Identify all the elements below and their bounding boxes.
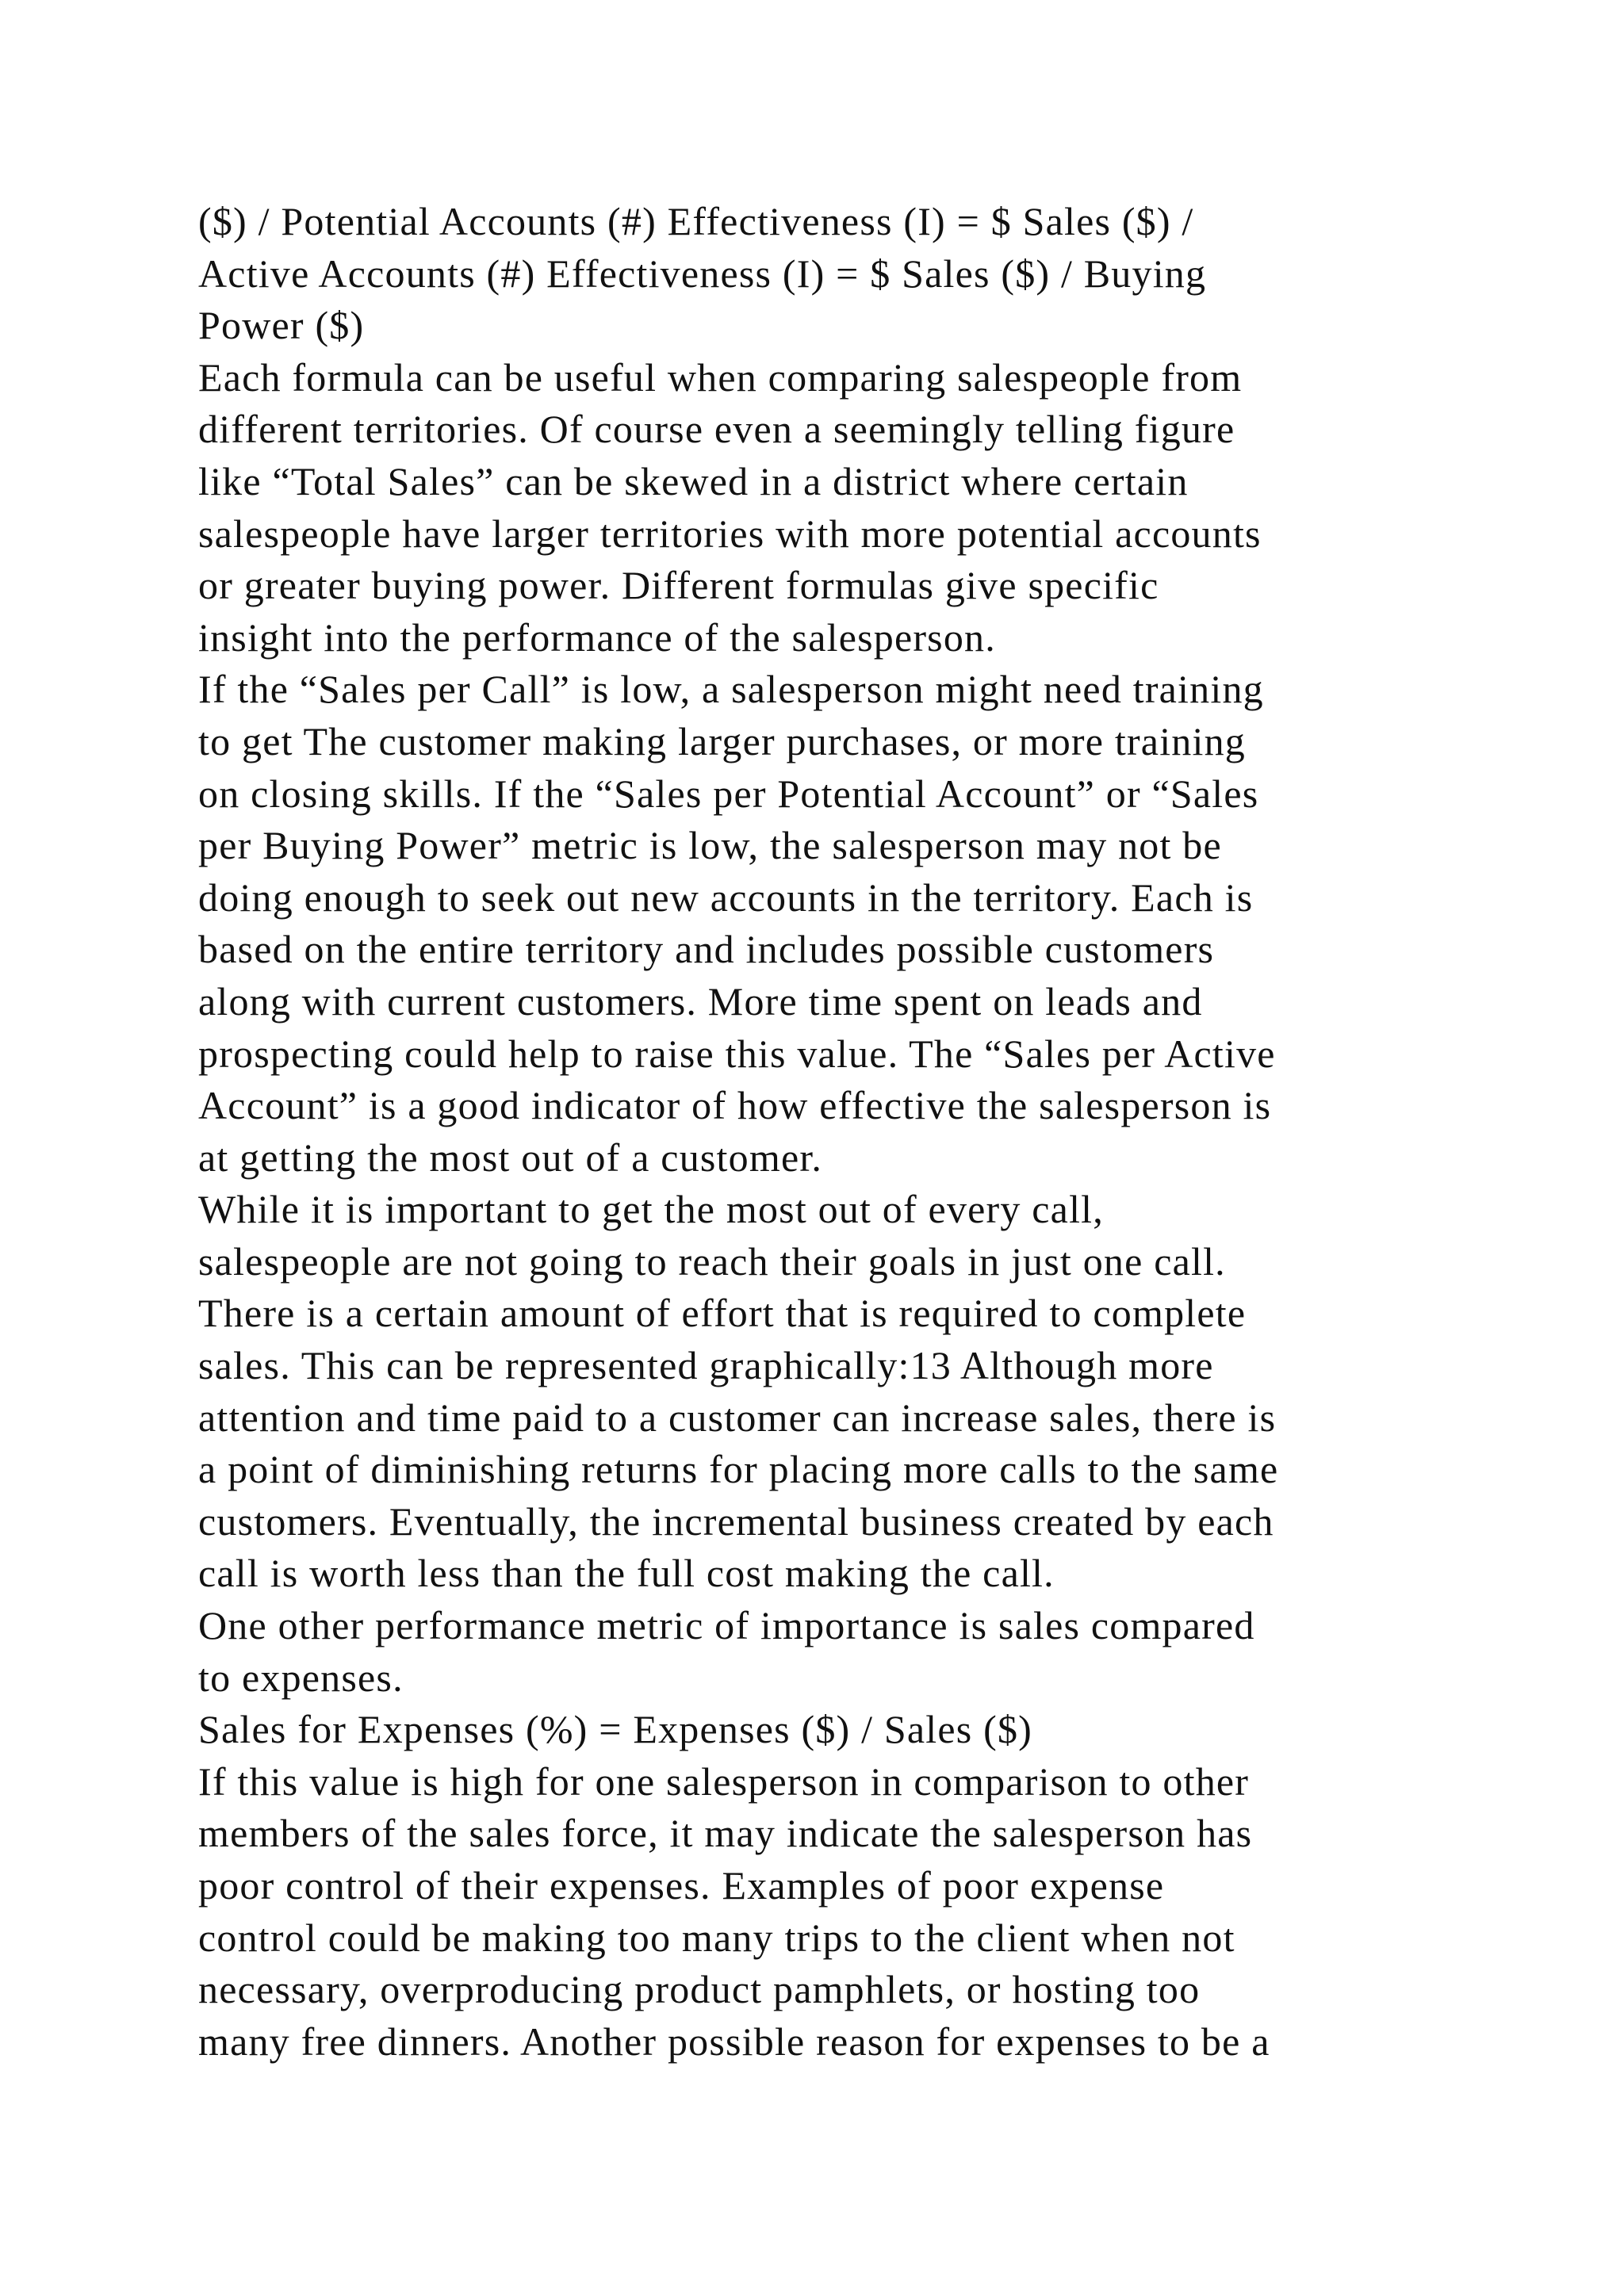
text-line: at getting the most out of a customer.: [198, 1135, 823, 1180]
text-line: Sales for Expenses (%) = Expenses ($) / Sales ($): [198, 1707, 1033, 1752]
text-line: poor control of their expenses. Examples of poor expense: [198, 1863, 1165, 1908]
text-line: While it is important to get the most out of every call,: [198, 1187, 1104, 1232]
body-text: [198, 196, 1530, 2068]
text-line: per Buying Power” metric is low, the salesperson may not be: [198, 823, 1222, 868]
text-line: control could be making too many trips to the client when not: [198, 1915, 1235, 1960]
text-line: like “Total Sales” can be skewed in a district where certain: [198, 458, 1189, 503]
text-line: necessary, overproducing product pamphlets, or hosting too: [198, 1967, 1201, 2012]
text-line: ($) / Potential Accounts (#) Effectiveness (I) = $ Sales ($) /: [198, 199, 1194, 243]
text-line: One other performance metric of importance is sales compared: [198, 1603, 1255, 1648]
text-line: to expenses.: [198, 1655, 404, 1700]
text-line: attention and time paid to a customer can increase sales, there is: [198, 1395, 1277, 1440]
text-line: many free dinners. Another possible reason for expenses to be a: [198, 2019, 1270, 2064]
text-line: based on the entire territory and includes possible customers: [198, 927, 1215, 972]
text-line: salespeople are not going to reach their goals in just one call.: [198, 1238, 1226, 1284]
text-line: sales. This can be represented graphically:13 Although more: [198, 1343, 1214, 1388]
text-line: Active Accounts (#) Effectiveness (I) = $ Sales ($) / Buying: [198, 251, 1207, 296]
text-line: call is worth less than the full cost making the call.: [198, 1551, 1055, 1596]
text-line: salespeople have larger territories with more potential accounts: [198, 511, 1262, 556]
text-line: Power ($): [198, 303, 365, 348]
text-line: to get The customer making larger purchases, or more training: [198, 718, 1246, 763]
text-line: Each formula can be useful when comparing salespeople from: [198, 354, 1243, 400]
text-line: on closing skills. If the “Sales per Potential Account” or “Sales: [198, 771, 1259, 816]
text-line: There is a certain amount of effort that is required to complete: [198, 1291, 1247, 1336]
text-line: doing enough to seek out new accounts in the territory. Each is: [198, 874, 1254, 920]
text-line: members of the sales force, it may indicate the salesperson has: [198, 1811, 1253, 1856]
text-line: customers. Eventually, the incremental business created by each: [198, 1498, 1274, 1544]
text-line: insight into the performance of the salesperson.: [198, 614, 996, 660]
text-line: along with current customers. More time spent on leads and: [198, 978, 1203, 1024]
text-line: prospecting could help to raise this value. The “Sales per Active: [198, 1031, 1276, 1076]
text-line: different territories. Of course even a seemingly telling figure: [198, 407, 1235, 452]
text-line: or greater buying power. Different formulas give specific: [198, 563, 1159, 608]
text-line: a point of diminishing returns for placing more calls to the same: [198, 1447, 1279, 1492]
text-line: If this value is high for one salesperson in comparison to other: [198, 1758, 1250, 1804]
text-line: Account” is a good indicator of how effective the salesperson is: [198, 1083, 1272, 1128]
text-line: If the “Sales per Call” is low, a salesperson might need training: [198, 667, 1264, 712]
